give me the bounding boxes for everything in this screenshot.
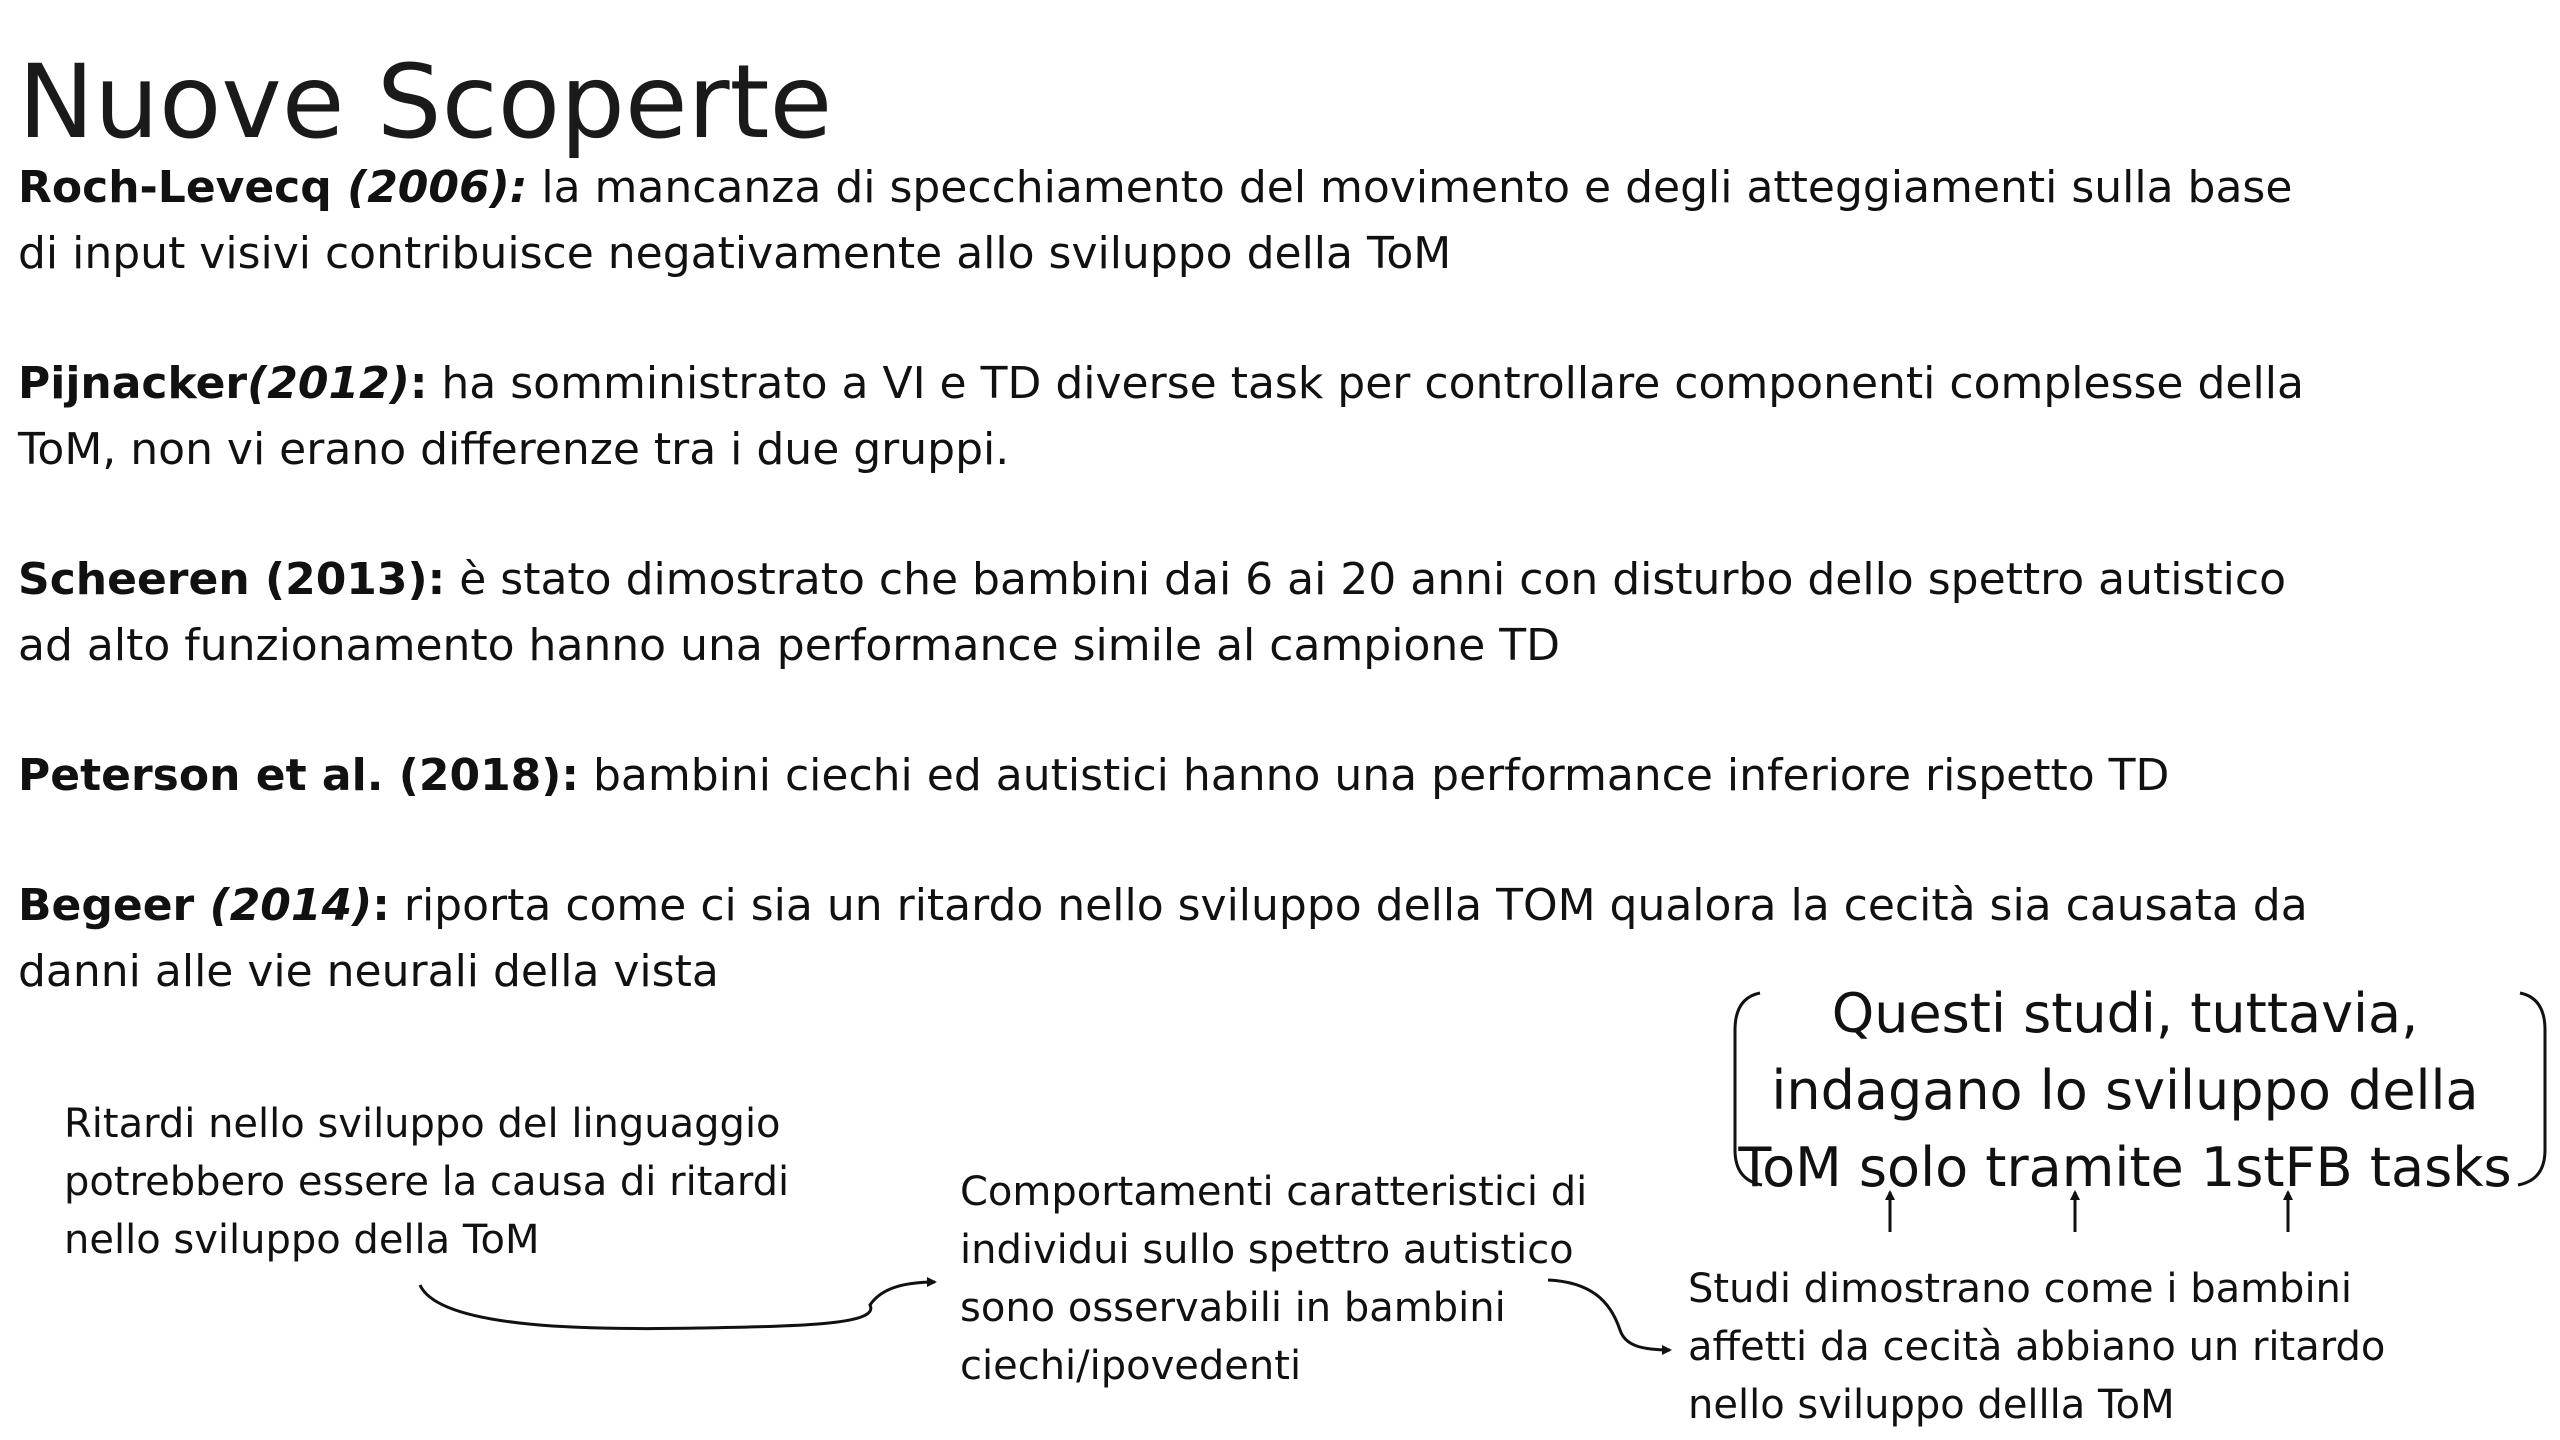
findings-list	[18, 155, 2318, 1069]
note-language-delay: Ritardi nello sviluppo del linguaggio potrebbero essere la causa di ritardi nello sviluppo della ToM	[64, 1101, 790, 1263]
finding-author: Scheeren (2013):	[18, 554, 446, 605]
finding-author: Roch-Levecq	[18, 162, 348, 213]
finding-peterson	[18, 743, 2318, 809]
finding-colon: :	[372, 880, 390, 931]
note-blind-delay: Studi dimostrano come i bambini affetti da cecità abbiano un ritardo nello sviluppo dellla ToM	[1688, 1266, 2386, 1428]
finding-author: Begeer	[18, 880, 210, 931]
note-1stfb-caveat: Questi studi, tuttavia, indagano lo sviluppo della ToM solo tramite 1stFB tasks	[1738, 982, 2512, 1199]
finding-year: (2006):	[347, 162, 528, 213]
note-autistic-behaviours: Comportamenti caratteristici di individui sullo spettro autistico sono osservabili in bambini ciechi/ipovedenti	[960, 1169, 1588, 1389]
page-title: Nuove Scoperte	[18, 43, 833, 162]
finding-year: (2012)	[247, 358, 410, 409]
right-bracket	[2518, 993, 2545, 1185]
finding-author: Pijnacker	[18, 358, 248, 409]
finding-scheeren	[18, 547, 2318, 679]
finding-text: bambini ciechi ed autistici hanno una performance inferiore rispetto TD	[579, 750, 2170, 801]
finding-roch-levecq	[18, 155, 2318, 287]
finding-text: ha somministrato a VI e TD diverse task per controllare componenti complesse della ToM, non vi erano differenze tra i due gruppi.	[18, 358, 2304, 475]
finding-pijnacker	[18, 351, 2318, 483]
finding-year: (2014)	[209, 880, 373, 931]
finding-text: la mancanza di specchiamento del movimento e degli atteggiamenti sulla base di input visivi contribuisce negativamente allo sviluppo della ToM	[18, 162, 2293, 279]
finding-author: Peterson et al. (2018):	[18, 750, 579, 801]
finding-text: riporta come ci sia un ritardo nello sviluppo della TOM qualora la cecità sia causata da danni alle vie neurali della vista	[18, 880, 2308, 997]
arrow-left-to-middle	[420, 1282, 935, 1329]
finding-text: è stato dimostrato che bambini dai 6 ai 20 anni con disturbo dello spettro autistico ad alto funzionamento hanno una performance simile al campione TD	[18, 554, 2287, 671]
finding-colon: :	[409, 358, 428, 409]
